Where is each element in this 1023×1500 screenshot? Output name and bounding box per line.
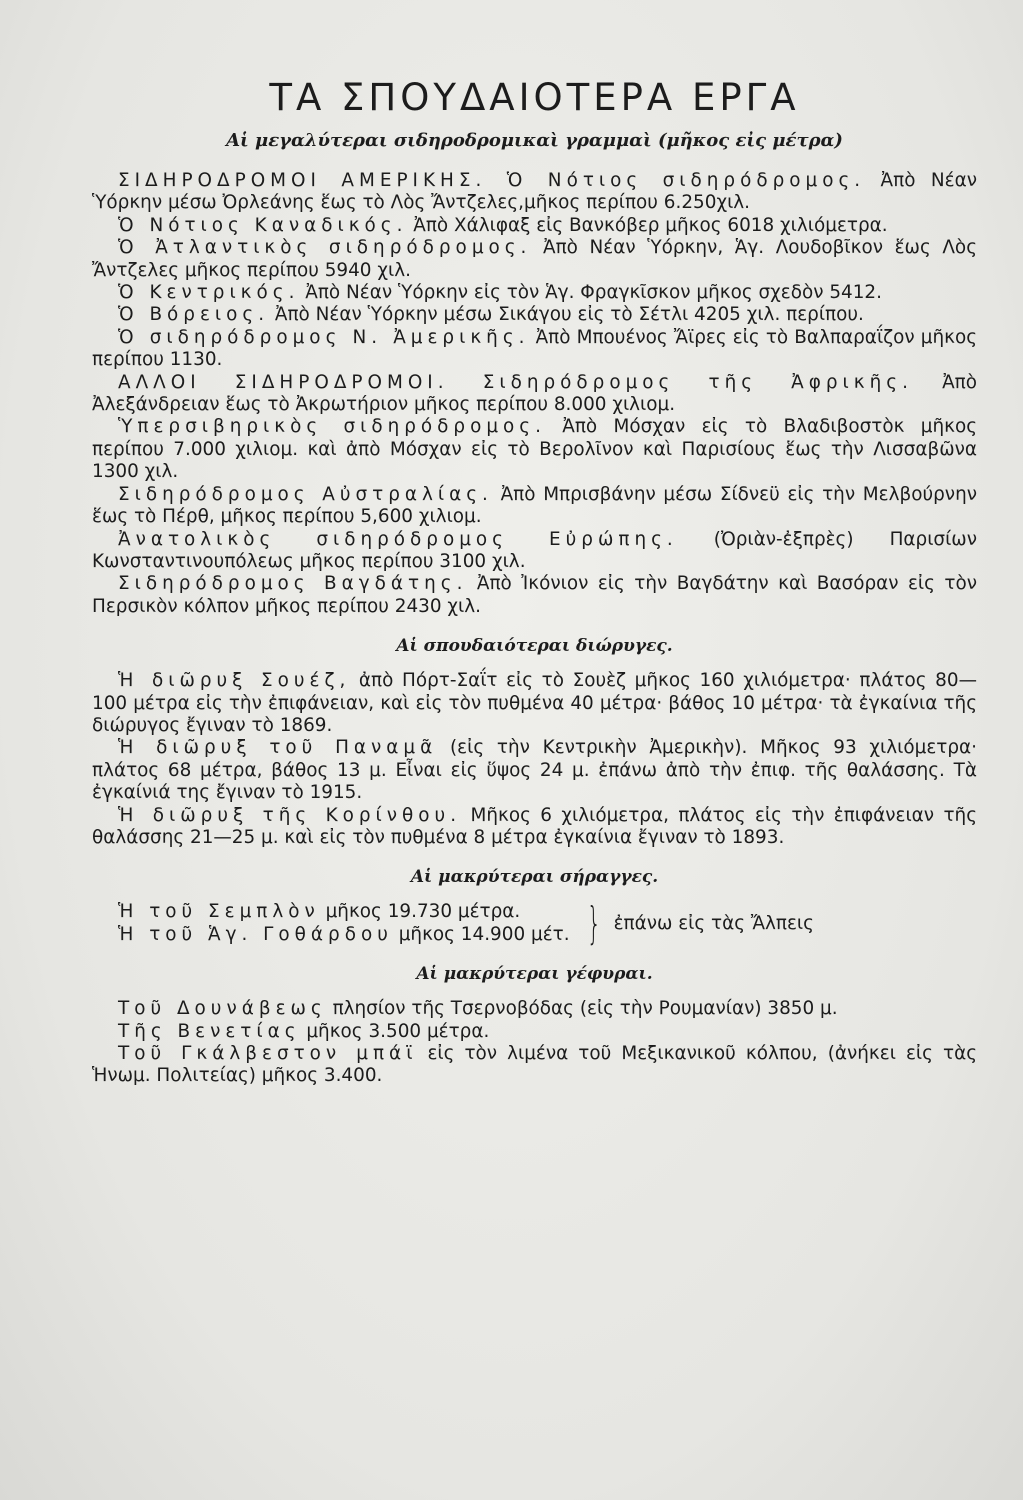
tunnel-entry: Ἡ τοῦ Ἁγ. Γοθάρδου μῆκος 14.900 μέτ. — [118, 923, 570, 945]
bridge-entry: Τῆς Βενετίας μῆκος 3.500 μέτρα. — [118, 1020, 490, 1042]
tunnels-heading: Αἱ μακρύτεραι σήραγγες. — [410, 867, 659, 888]
railway-entry: Ἀνατολικὸς σιδηρόδρομος Εὐρώπης. (Ὀριὰν-ἐξπρὲς) Παρισίων Κωνσταντινουπόλεως μῆκος περίπου 3100 χιλ. — [92, 528, 977, 572]
tunnels-note: ἐπάνω εἰς τὰς Ἄλπεις — [613, 912, 814, 934]
bridges-section — [92, 998, 977, 1088]
canals-section — [92, 670, 977, 849]
tunnels-list — [118, 901, 570, 946]
railway-entry: Ὁ Ἀτλαντικὸς σιδηρόδρομος. Ἀπὸ Νέαν Ὑόρκην, Ἁγ. Λουδοβῖκον ἕως Λὸς Ἄντζελες μῆκος περίπου 5940 χιλ. — [92, 237, 977, 281]
railway-entry: Ὁ Βόρειος. Ἀπὸ Νέαν Ὑόρκην μέσω Σικάγου εἰς τὸ Σέτλι 4205 χιλ. περίπου. — [118, 304, 864, 326]
bridges-heading: Αἱ μακρύτεραι γέφυραι. — [416, 964, 653, 985]
page-title: ΤΑ ΣΠΟΥΔΑΙΟΤΕΡΑ ΕΡΓΑ — [269, 76, 800, 119]
tunnels-section — [118, 897, 977, 949]
railway-entry: Σιδηρόδρομος Αὐστραλίας. Ἀπὸ Μπρισβάνην μέσω Σίδνεϋ εἰς τὴν Μελβούρνην ἕως τὸ Πέρθ, μῆκος περίπου 5,600 χιλιομ. — [92, 483, 977, 528]
railways-section — [92, 170, 977, 618]
railway-entry: Ὁ Κεντρικός. Ἀπὸ Νέαν Ὑόρκην εἰς τὸν Ἁγ. Φραγκῖσκον μῆκος σχεδὸν 5412. — [118, 282, 882, 304]
brace-symbol: } — [586, 897, 601, 949]
railway-entry: Ὑπερσιβηρικὸς σιδηρόδρομος. Ἀπὸ Μόσχαν εἰς τὸ Βλαδιβοστὸκ μῆκος περίπου 7.000 χιλιομ. καὶ ἀπὸ Μόσχαν εἰς τὸ Βερολῖνον καὶ Παρισίους ἕως τὴν Λισσαβῶνα 1300 χιλ. — [92, 416, 977, 483]
tunnel-entry: Ἡ τοῦ Σεμπλὸν μῆκος 19.730 μέτρα. — [118, 901, 521, 923]
railway-entry: Ὁ σιδηρόδρομος Ν. Ἀμερικῆς. Ἀπὸ Μπουένος Ἄϊρες εἰς τὸ Βαλπαραΐζον μῆκος περίπου 1130. — [92, 326, 977, 371]
document-body — [92, 70, 977, 1088]
bridge-entry: Τοῦ Γκάλβεστον μπάϊ εἰς τὸν λιμένα τοῦ Μεξικανικοῦ κόλπου, (ἀνήκει εἰς τὰς Ἡνωμ. Πολιτείας) μῆκος 3.400. — [92, 1043, 977, 1087]
bridge-entry: Τοῦ Δουνάβεως πλησίον τῆς Τσερνοβόδας (εἰς τὴν Ρουμανίαν) 3850 μ. — [118, 998, 838, 1020]
canal-entry: Ἡ διῶρυξ Σουέζ, ἀπὸ Πόρτ-Σαΐτ εἰς τὸ Σουὲζ μῆκος 160 χιλιόμετρα· πλάτος 80—100 μέτρα εἰς τὴν ἐπιφάνειαν, καὶ εἰς τὸν πυθμένα 40 μέτρα· βάθος 10 μέτρα· τὰ ἐγκαίνια τῆς διώρυγος ἔγιναν τὸ 1869. — [92, 670, 977, 736]
canal-entry: Ἡ διῶρυξ τοῦ Παναμᾶ (εἰς τὴν Κεντρικὴν Ἀμερικὴν). Μῆκος 93 χιλιόμετρα· πλάτος 68 μέτρα, βάθος 13 μ. Εἶναι εἰς ὕψος 24 μ. ἐπάνω ἀπὸ τὴν ἐπιφ. τῆς θαλάσσης. Τὰ ἐγκαίνιά της ἔγιναν τὸ 1915. — [92, 737, 977, 804]
railways-subtitle: Αἱ μεγαλύτεραι σιδηροδρομικαὶ γραμμαὶ (μῆκος εἰς μέτρα) — [226, 130, 843, 151]
railway-entry: ΑΛΛΟΙ ΣΙΔΗΡΟΔΡΟΜΟΙ. Σιδηρόδρομος τῆς Ἀφρικῆς. Ἀπὸ Ἀλεξάνδρειαν ἕως τὸ Ἀκρωτήριον μῆκος περίπου 8.000 χιλιομ. — [92, 371, 977, 416]
railway-entry: ΣΙΔΗΡΟΔΡΟΜΟΙ ΑΜΕΡΙΚΗΣ. Ὁ Νότιος σιδηρόδρομος. Ἀπὸ Νέαν Ὑόρκην μέσω Ὀρλεάνης ἕως τὸ Λὸς Ἄντζελες,μῆκος περίπου 6.250χιλ. — [92, 170, 977, 214]
canal-entry: Ἡ διῶρυξ τῆς Κορίνθου. Μῆκος 6 χιλιόμετρα, πλάτος εἰς τὴν ἐπιφάνειαν τῆς θαλάσσης 21—25 μ. καὶ εἰς τὸν πυθμένα 8 μέτρα ἐγκαίνια ἔγιναν τὸ 1893. — [92, 804, 978, 848]
railway-entry: Σιδηρόδρομος Βαγδάτης. Ἀπὸ Ἰκόνιον εἰς τὴν Βαγδάτην καὶ Βασόραν εἰς τὸν Περσικὸν κόλπον μῆκος περίπου 2430 χιλ. — [92, 573, 978, 617]
railway-entry: Ὁ Νότιος Καναδικός. Ἀπὸ Χάλιφαξ εἰς Βανκόβερ μῆκος 6018 χιλιόμετρα. — [118, 214, 888, 236]
canals-heading: Αἱ σπουδαιότεραι διώρυγες. — [396, 636, 673, 657]
